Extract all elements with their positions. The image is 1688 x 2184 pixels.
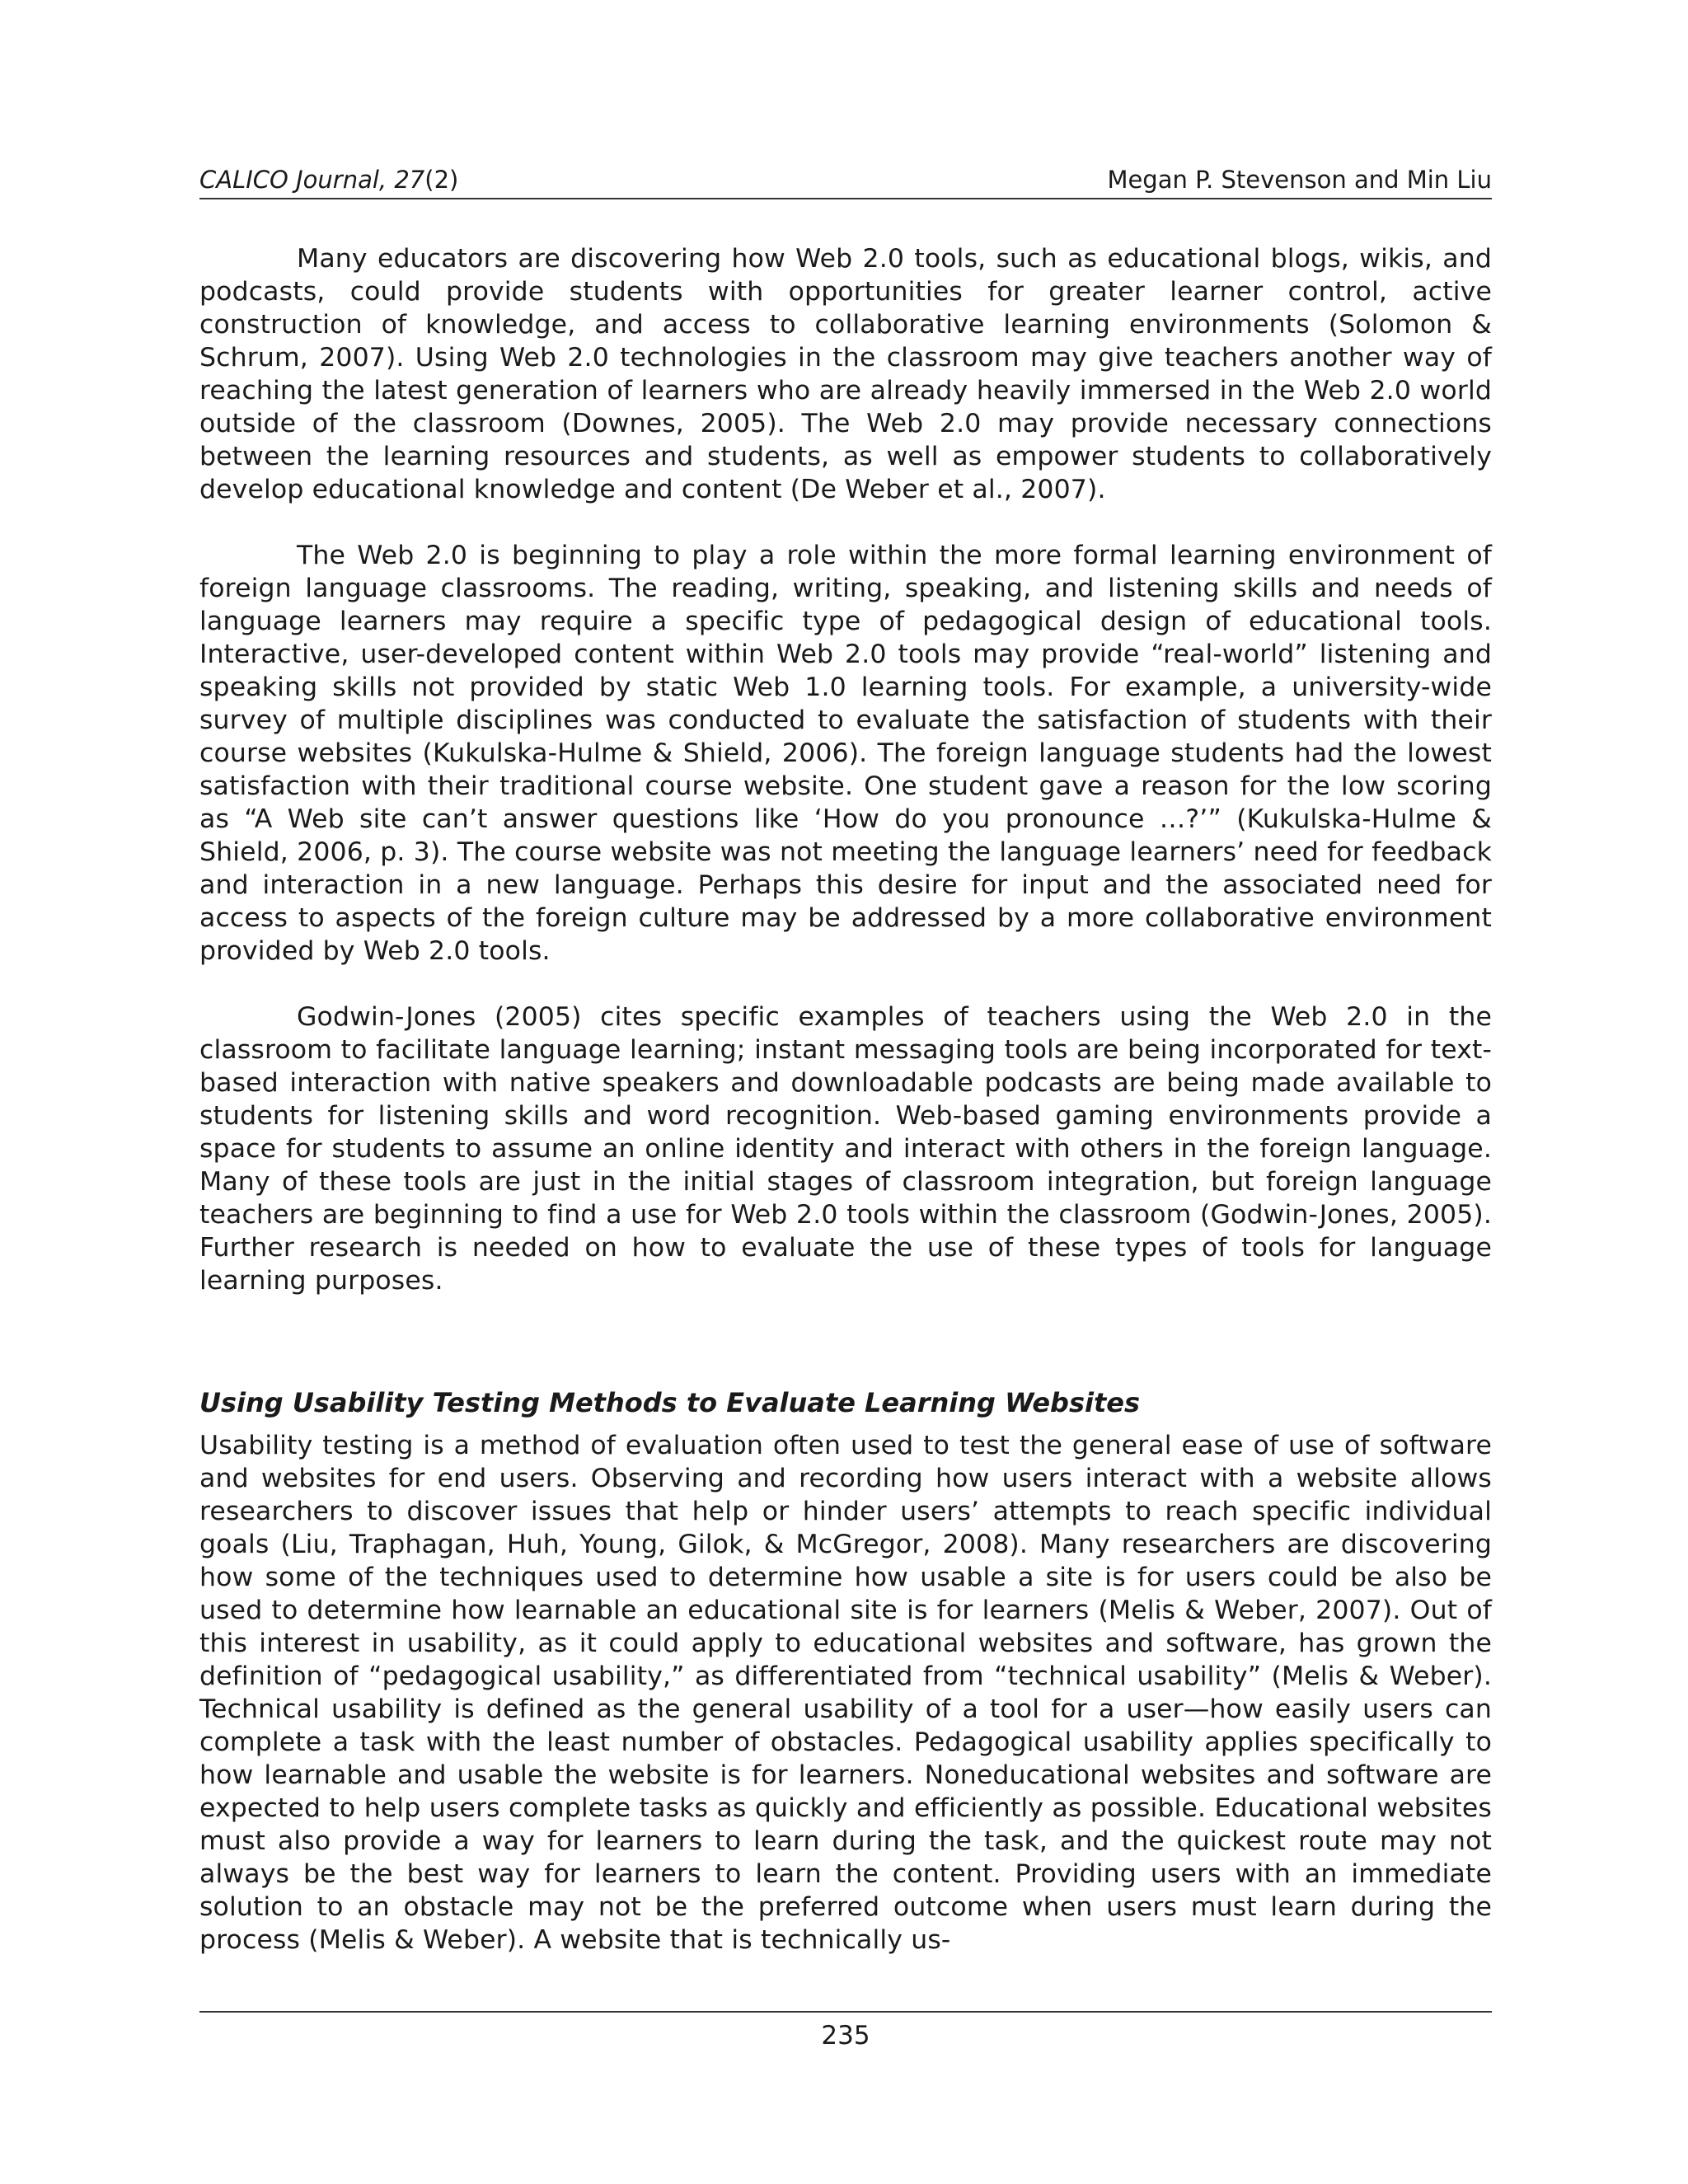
journal-citation <box>199 162 458 198</box>
paragraph-godwin-jones: Godwin-Jones (2005) cites specific examples of teachers using the Web 2.0 in the classroom to facilitate language learning; instant messaging tools are being incorporated for text-based interaction with native speakers and downloadable podcasts are being made available to students for listening skills and word recognition. Web-based gaming environments provide a space for students to assume an online identity and interact with others in the foreign language. Many of these tools are just in the initial stages of classroom integration, but foreign language teachers are beginning to find a use for Web 2.0 tools within the classroom (Godwin-Jones, 2005). Further research is needed on how to evaluate the use of these types of tools for language learning purposes. <box>199 1002 1492 1296</box>
paragraph-web20-tools: Many educators are discovering how Web 2.0 tools, such as educational blogs, wikis, and podcasts, could provide students with opportunities for greater learner control, active construction of knowledge, and access to collaborative learning environments (Solomon & Schrum, 2007). Using Web 2.0 technologies in the classroom may give teachers another way of reaching the latest generation of learners who are already heavily immersed in the Web 2.0 world outside of the classroom (Downes, 2005). The Web 2.0 may provide necessary connections between the learning resources and students, as well as empower students to collaboratively develop educational knowledge and content (De Weber et al., 2007). <box>199 244 1492 504</box>
journal-volume: 27 <box>394 166 425 194</box>
section-heading: Using Usability Testing Methods to Evaluate Learning Websites <box>199 1387 1140 1418</box>
journal-page <box>199 0 1492 2184</box>
journal-issue: (2) <box>424 166 459 194</box>
paragraph-foreign-language-classrooms: The Web 2.0 is beginning to play a role within the more formal learning environment of foreign language classrooms. The reading, writing, speaking, and listening skills and needs of language learners may require a specific type of pedagogical design of educational tools. Interactive, user-developed content within Web 2.0 tools may provide “real-world” listening and speaking skills not provided by static Web 1.0 learning tools. For example, a university-wide survey of multiple disciplines was conducted to evaluate the satisfaction of students with their course websites (Kukulska-Hulme & Shield, 2006). The foreign language students had the lowest satisfaction with their traditional course website. One student gave a reason for the low scoring as “A Web site can’t answer questions like ‘How do you pronounce …?’” (Kukulska-Hulme & Shield, 2006, p. 3). The course website was not meeting the language learners’ need for feedback and interaction in a new language. Perhaps this desire for input and the associated need for access to aspects of the foreign culture may be addressed by a more collaborative environment provided by Web 2.0 tools. <box>199 541 1492 966</box>
journal-name: CALICO Journal, <box>199 166 395 194</box>
running-head <box>199 162 1492 199</box>
running-head-authors: Megan P. Stevenson and Min Liu <box>1107 166 1492 194</box>
body-text <box>199 242 1492 1957</box>
footer-divider <box>199 2011 1492 2013</box>
page-number: 235 <box>821 2021 870 2050</box>
paragraph-usability-testing: Usability testing is a method of evaluation often used to test the general ease of use of software and websites for end users. Observing and recording how users interact with a website allows researchers to discover issues that help or hinder users’ attempts to reach specific individual goals (Liu, Traphagan, Huh, Young, Gilok, & McGregor, 2008). Many researchers are discovering how some of the techniques used to determine how usable a site is for users could be also be used to determine how learnable an educational site is for learners (Melis & Weber, 2007). Out of this interest in usability, as it could apply to educational websites and software, has grown the definition of “pedagogical usability,” as differentiated from “technical usability” (Melis & Weber). Technical usability is defined as the general usability of a tool for a user—how easily users can complete a task with the least number of obstacles. Pedagogical usability applies specifically to how learnable and usable the website is for learners. Noneducational websites and software are expected to help users complete tasks as quickly and efficiently as possible. Educational websites must also provide a way for learners to learn during the task, and the quickest route may not always be the best way for learners to learn the content. Providing users with an immediate solution to an obstacle may not be the preferred outcome when users must learn during the process (Melis & Weber). A website that is technically us- <box>199 1431 1492 1955</box>
